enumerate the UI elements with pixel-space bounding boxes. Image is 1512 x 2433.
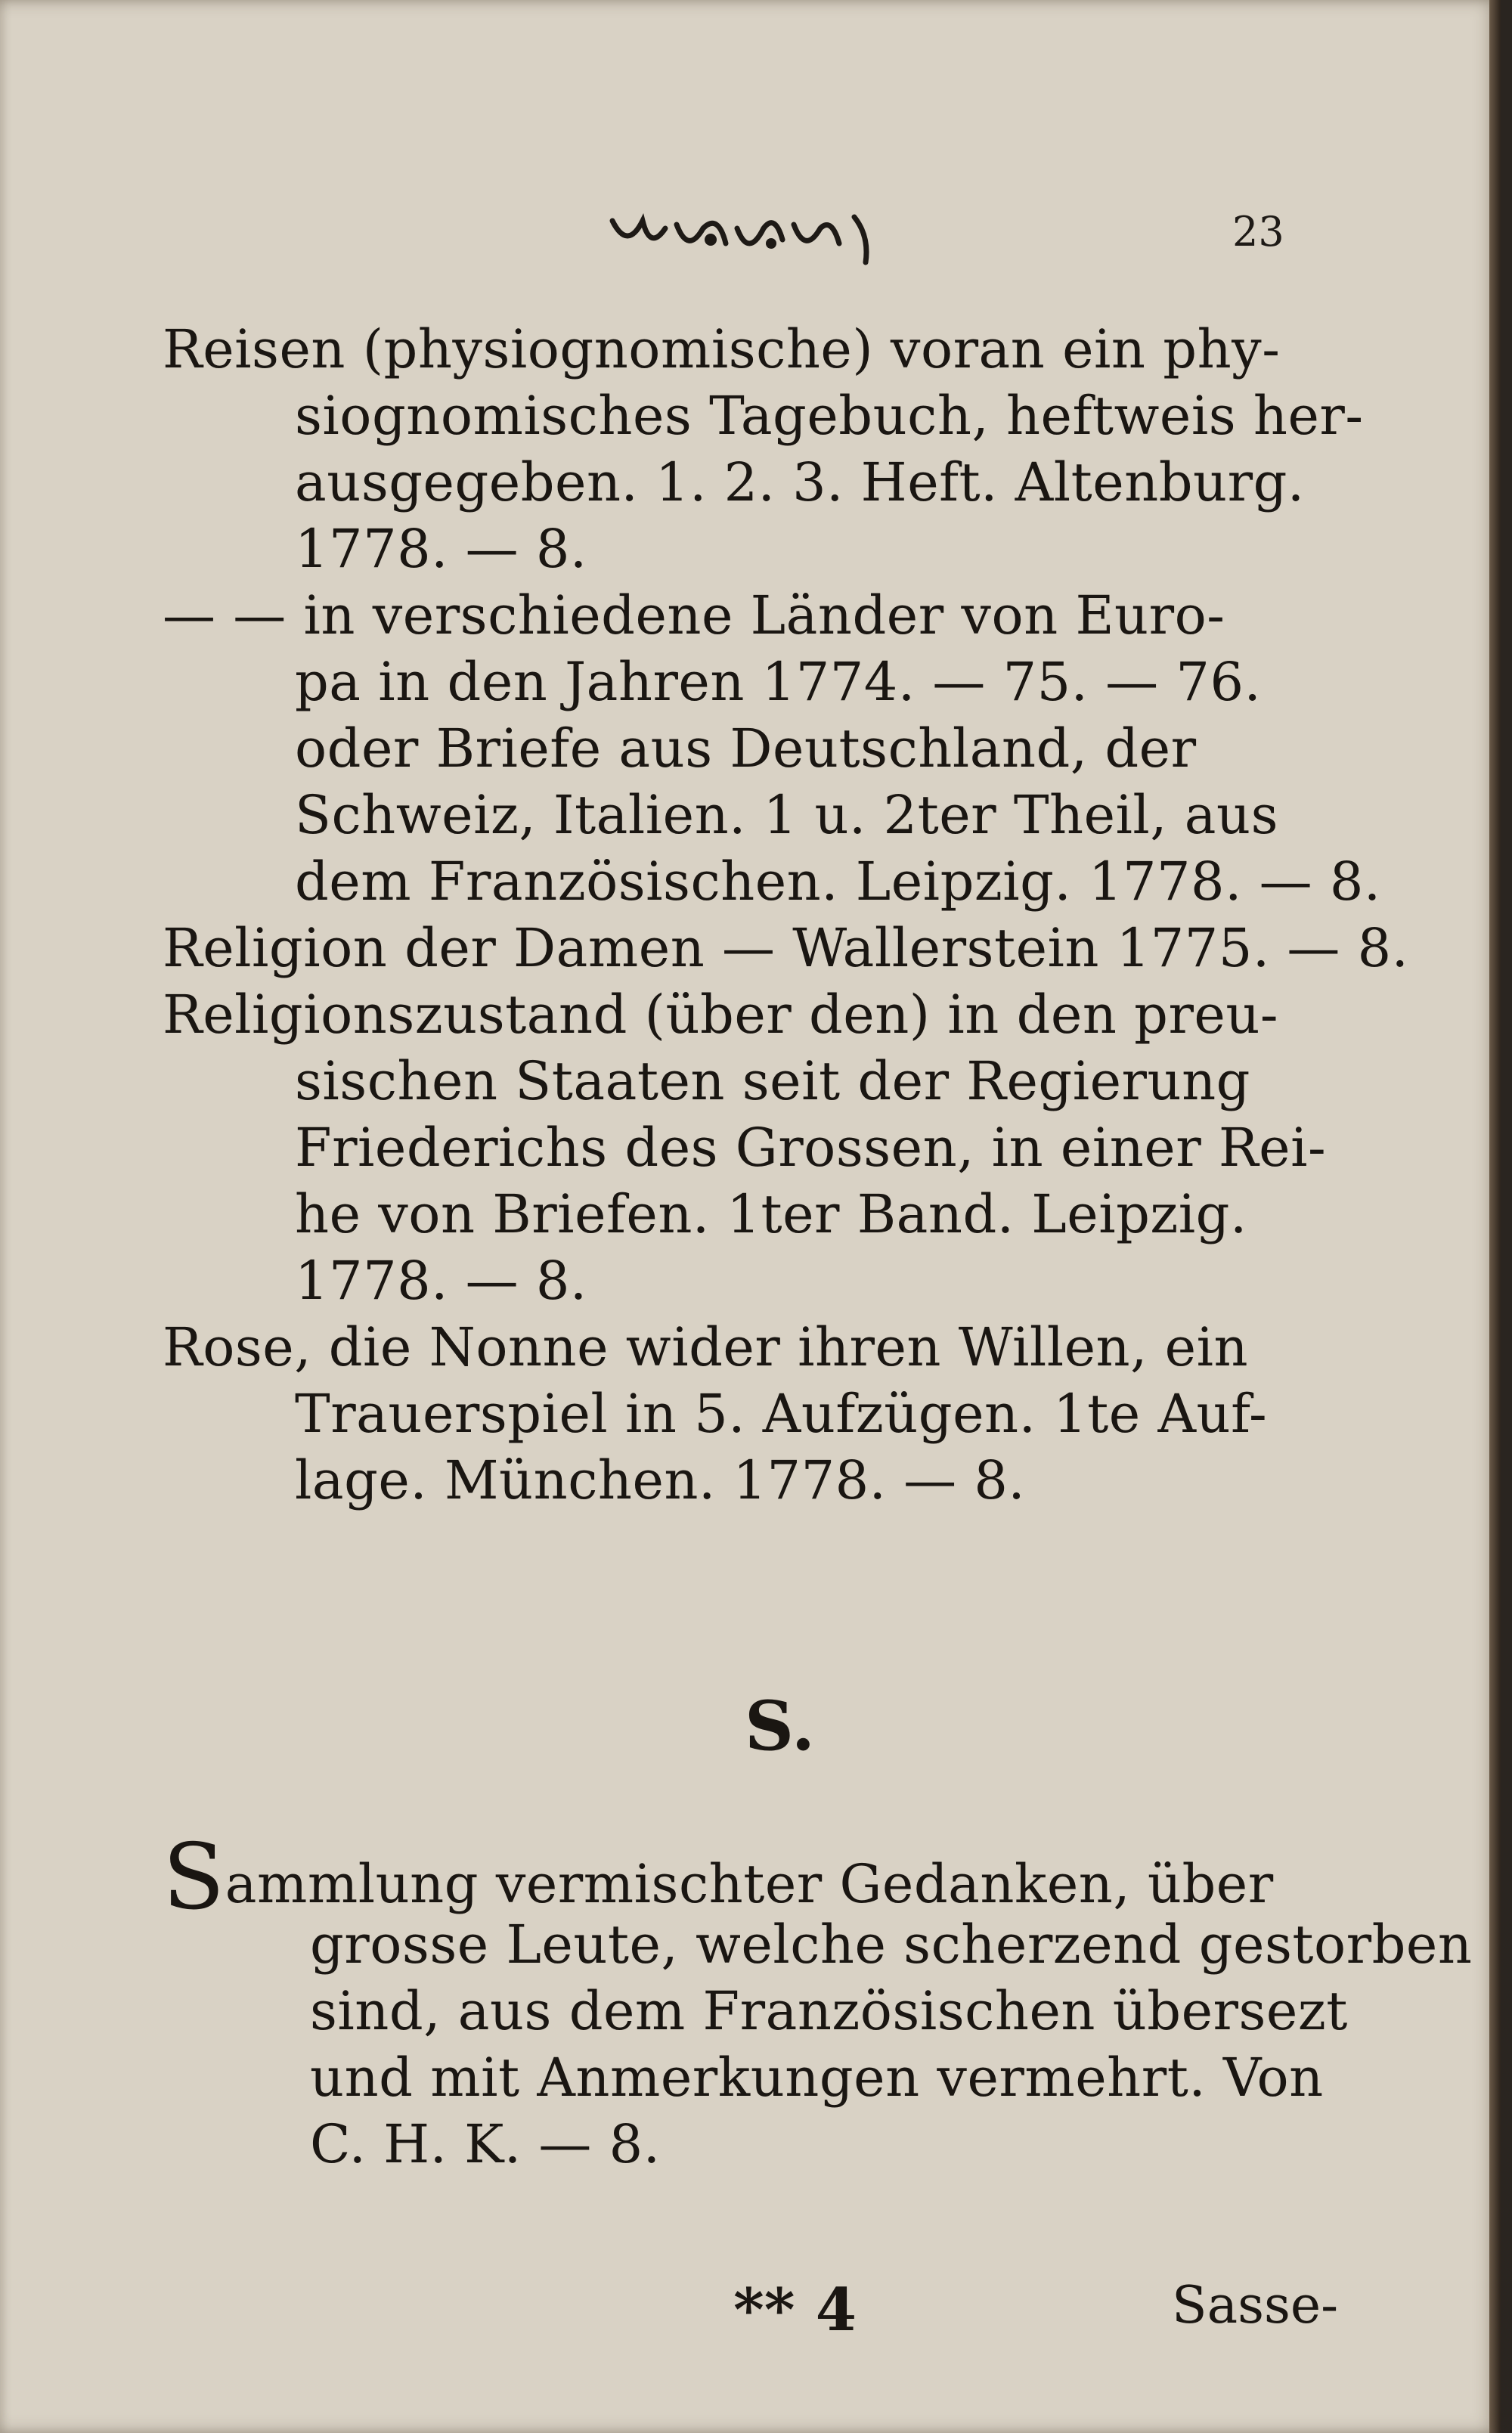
- entry-line: — — in verschiedene Länder von Euro-: [163, 584, 1225, 646]
- entry-rose: [163, 1314, 1372, 1514]
- drop-cap: S: [163, 1825, 225, 1930]
- entry-line: sind, aus dem Französischen übersezt: [310, 1980, 1348, 2042]
- entry-line: C. H. K. — 8.: [310, 2113, 661, 2175]
- entry-line-text: ammlung vermischter Gedanken, über: [225, 1853, 1274, 1915]
- catchword: Sasse-: [1172, 2276, 1339, 2335]
- entry-line: pa in den Jahren 1774. — 75. — 76.: [295, 651, 1262, 713]
- page-number: 23: [1232, 208, 1284, 256]
- section-heading: S.: [745, 1686, 816, 1766]
- entries-r: [163, 316, 1409, 1514]
- entry-line: 1778. — 8.: [295, 1250, 587, 1312]
- entry-line: Schweiz, Italien. 1 u. 2ter Theil, aus: [295, 784, 1279, 846]
- entry-line: grosse Leute, welche scherzend gestorben: [310, 1914, 1473, 1976]
- entry-line: sischen Staaten seit der Regierung: [295, 1050, 1250, 1112]
- entry-line: [163, 1825, 1395, 1930]
- entry-reisen-laender: [163, 582, 1381, 915]
- entry-line: Rose, die Nonne wider ihren Willen, ein: [163, 1316, 1249, 1378]
- entry-line: Reisen (physiognomische) voran ein phy-: [163, 318, 1281, 380]
- entry-line: he von Briefen. 1ter Band. Leipzig.: [295, 1183, 1247, 1245]
- entry-religionszustand: [163, 981, 1372, 1314]
- entry-line: ausgegeben. 1. 2. 3. Heft. Altenburg.: [295, 451, 1305, 513]
- entry-line: lage. München. 1778. — 8.: [295, 1449, 1026, 1511]
- page-edge: [1489, 0, 1501, 2433]
- entry-line: siognomisches Tagebuch, heftweis her-: [295, 385, 1364, 447]
- entry-line: 1778. — 8.: [295, 518, 587, 580]
- entry-reisen-physiognomische: [163, 316, 1372, 582]
- entry-line: Religionszustand (über den) in den preu-: [163, 984, 1279, 1046]
- entry-line: und mit Anmerkungen vermehrt. Von: [310, 2047, 1324, 2109]
- printer-ornament-icon: [605, 198, 892, 274]
- entry-line: Religion der Damen — Wallerstein 1775. — 8.: [163, 917, 1409, 979]
- entry-line: dem Französischen. Leipzig. 1778. — 8.: [295, 851, 1381, 913]
- entry-religion-der-damen: [163, 915, 1409, 981]
- entry-line: Trauerspiel in 5. Aufzügen. 1te Auf-: [295, 1383, 1268, 1445]
- entry-line: oder Briefe aus Deutschland, der: [295, 718, 1197, 779]
- entry-sammlung: [163, 1825, 1473, 2177]
- entry-line: Friederichs des Grossen, in einer Rei-: [295, 1117, 1327, 1179]
- signature-mark: ** 4: [733, 2276, 857, 2345]
